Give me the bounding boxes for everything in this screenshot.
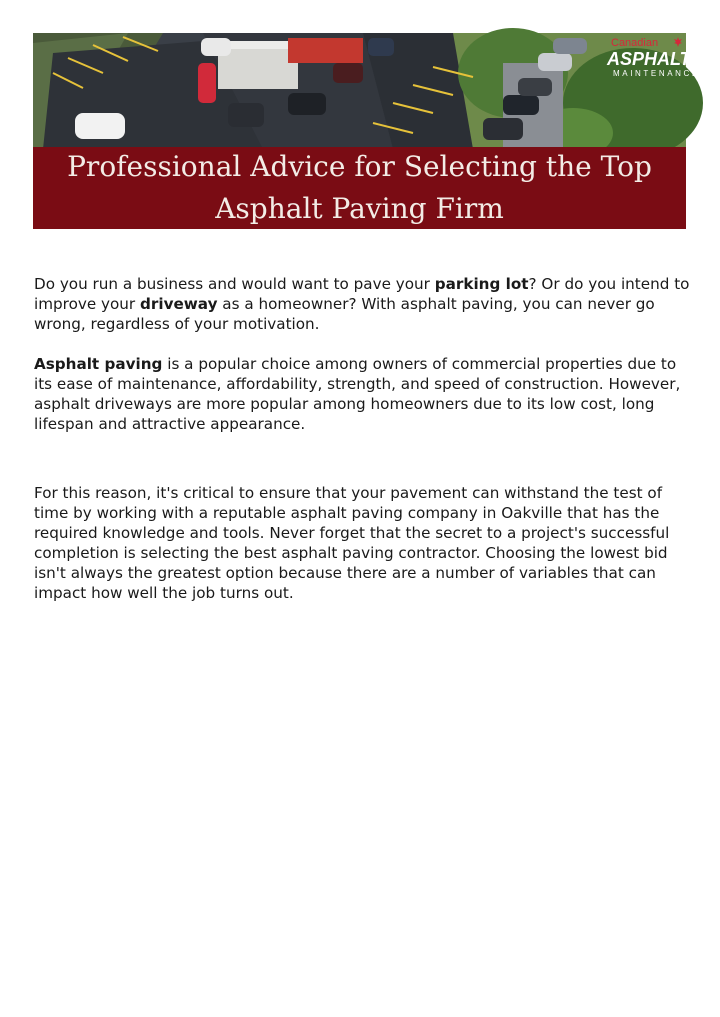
bold-term-parking-lot: parking lot [434,275,529,293]
text-run: Do you run a business and would want to pave your [34,275,435,293]
hero-banner [33,33,700,229]
paragraph-asphalt-paving [34,354,694,434]
paragraph-choosing-contractor [34,483,694,603]
paragraph-intro [34,274,694,334]
company-logo [601,37,700,81]
bold-term-driveway: driveway [140,295,218,313]
article-body [34,274,694,603]
logo-line-3: MAINTENANCE [613,69,700,78]
maple-leaf-icon [673,37,683,47]
parking-lot-aerial-photo [33,33,686,149]
bold-term-asphalt-paving: Asphalt paving [34,355,163,373]
text-run: is a popular choice among owners of commercial properties due to its ease of maintenance, affordability, strength, and speed of construction. However, asphalt driveways are more popular among homeowners due to its low cost, long lifespan and attractive appearance. [34,355,681,433]
text-run: as a homeowner? With asphalt paving, you can never go wrong, regardless of your motivation. [34,295,655,333]
logo-line-1: Canadian [611,37,659,49]
title-bar [33,147,686,229]
page-title: Professional Advice for Selecting the Top Asphalt Paving Firm [67,150,652,225]
logo-line-2: ASPHALT [607,49,691,69]
text-run: For this reason, it's critical to ensure that your pavement can withstand the test of time by working with a reputable asphalt paving company in Oakville that has the required knowledge and tools. Never forget that the secret to a project's successful completion is selecting the best asphalt paving contractor. Choosing the lowest bid isn't always the greatest option because there are a number of variables that can impact how well the job turns out. [34,484,670,602]
text-run: ? Or do you intend to improve your [34,275,690,313]
